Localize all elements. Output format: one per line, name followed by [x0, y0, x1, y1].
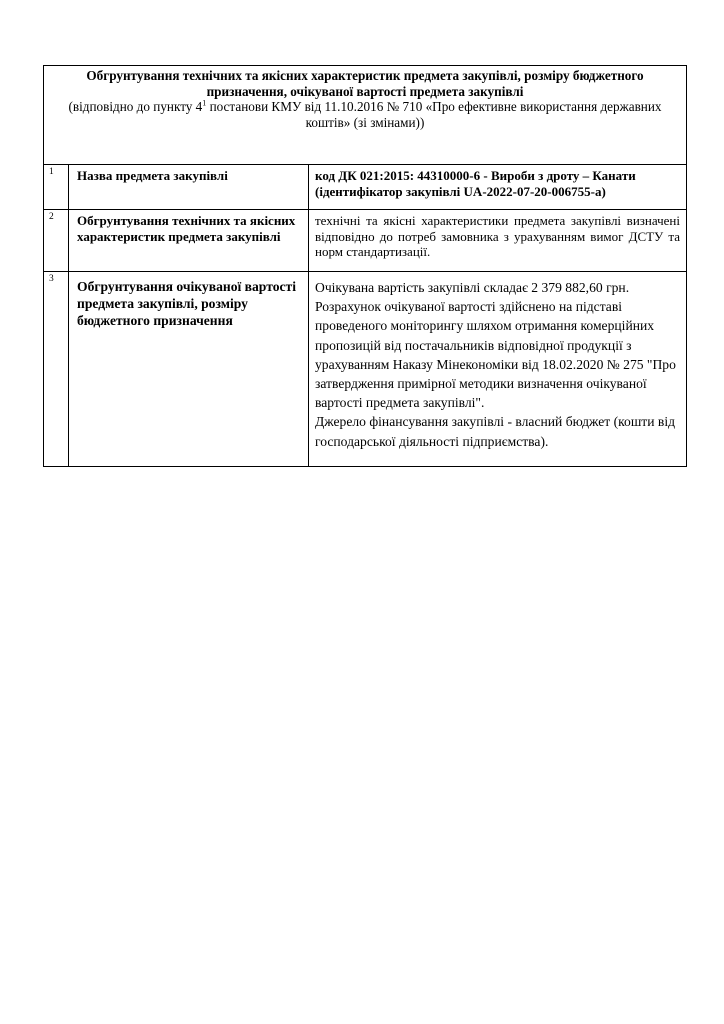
funding-source-text: Джерело фінансування закупівлі - власний бюджет (кошти від господарської діяльності підприємства).	[315, 414, 676, 449]
calculation-basis-text: Розрахунок очікуваної вартості здійснено на підставі проведеного моніторингу шляхом отримання комерційних пропозицій від постачальників відповідної продукції з урахуванням Наказу Мінекономіки від 18.02.2020 № 275 "Про затвердження примірної методики визначення очікуваної вартості предмета закупівлі".	[315, 299, 676, 411]
subtitle-post: постанови КМУ від 11.10.2016 № 710 «Про ефективне використання державних коштів» (зі змінами))	[206, 99, 662, 130]
expected-cost-text: Очікувана вартість закупівлі складає 2 379 882,60 грн.	[315, 280, 630, 295]
row-label: Обгрунтування очікуваної вартості предмета закупівлі, розміру бюджетного призначення	[69, 272, 309, 467]
table-row	[44, 210, 687, 272]
table-header-row	[44, 66, 687, 165]
table-row	[44, 165, 687, 210]
row-value: технічні та якісні характеристики предмета закупівлі визначені відповідно до потреб замовника з урахуванням вимог ДСТУ та норм стандартизації.	[309, 210, 687, 272]
table-row	[44, 272, 687, 467]
row-label: Назва предмета закупівлі	[69, 165, 309, 210]
row-number: 2	[44, 210, 69, 272]
row-value	[309, 272, 687, 467]
document-subtitle	[54, 99, 676, 130]
document-title: Обгрунтування технічних та якісних характеристик предмета закупівлі, розміру бюджетного призначення, очікуваної вартості предмета закупівлі	[86, 68, 644, 99]
row-label: Обгрунтування технічних та якісних характеристик предмета закупівлі	[69, 210, 309, 272]
row-number: 1	[44, 165, 69, 210]
row-number: 3	[44, 272, 69, 467]
subtitle-pre: (відповідно до пункту 4	[68, 99, 203, 114]
subtitle-superscript: 1	[202, 98, 207, 108]
row-value: код ДК 021:2015: 44310000-6 - Вироби з дроту – Канати (ідентифікатор закупівлі UA-2022-07-20-006755-a)	[309, 165, 687, 210]
table-header-cell	[44, 66, 687, 165]
procurement-justification-table	[43, 65, 687, 467]
